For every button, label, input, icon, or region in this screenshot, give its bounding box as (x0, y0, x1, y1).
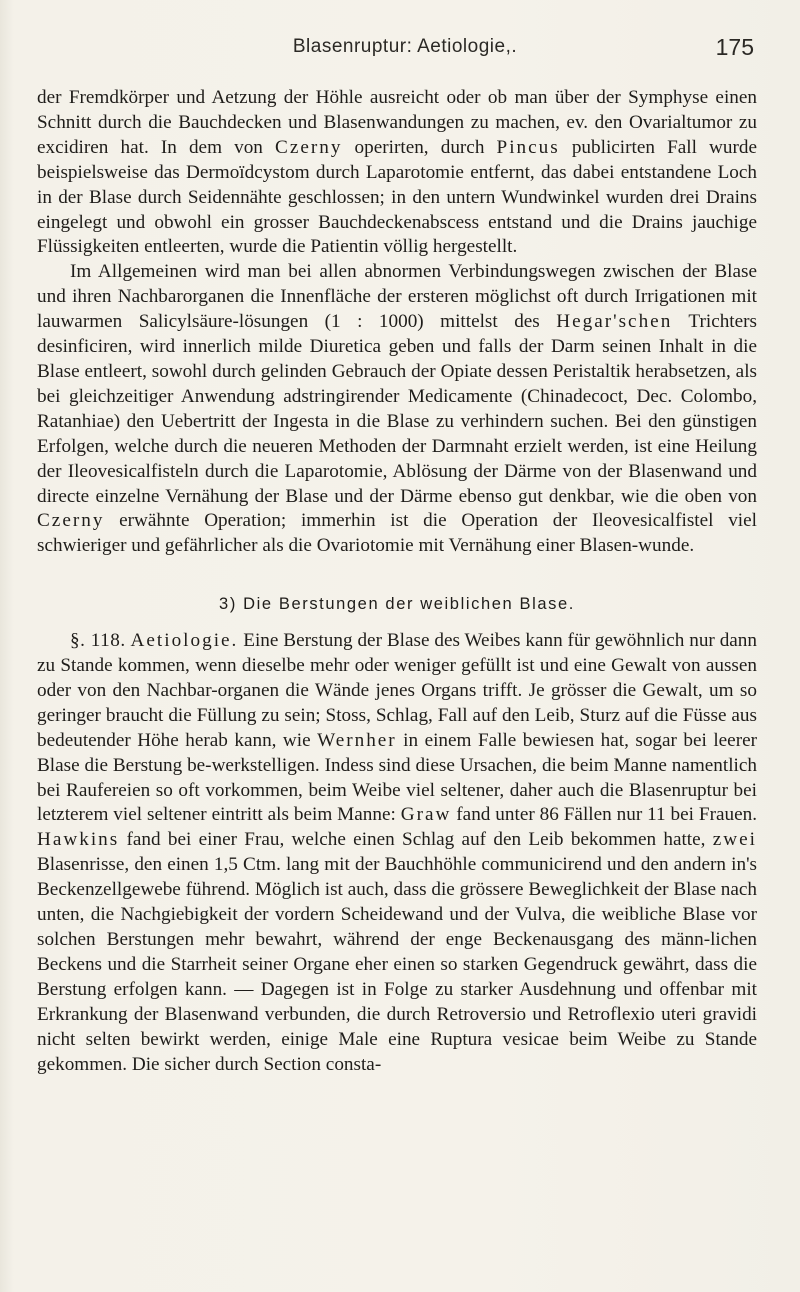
page-number: 175 (715, 34, 754, 60)
author-name: Czerny (275, 136, 343, 158)
page-header (56, 36, 754, 66)
paragraph-1 (37, 86, 757, 260)
text-run: erwähnte Operation; immerhin ist die Operation der Ileovesicalfistel viel schwieriger und gefährlicher als die Ovariotomie mit Vernähung einer Blasen-wunde. (37, 510, 757, 557)
text-run: Eine Berstung der Blase des Weibes kann für gewöhnlich nur dann zu Stande kommen, wenn dieselbe mehr oder weniger gefüllt ist und eine Gewalt von aussen oder von den Nachbar-organen die Wände jenes Organs trifft. Je grösser die Gewalt, um so geringer braucht die Füllung zu sein; Stoss, Schlag, Fall auf den Leib, Sturz auf die Füsse aus bedeutender Höhe herab kann, wie (37, 630, 757, 751)
author-name: Hegar'schen (556, 311, 673, 333)
running-title: Blasenruptur: Aetiologie,. (292, 36, 518, 57)
author-name: Wernher (317, 729, 397, 751)
author-name: Graw (400, 804, 452, 826)
emphasis: zwei (712, 829, 757, 851)
body-text (37, 86, 757, 1077)
paragraph-number: §. 118. (70, 630, 126, 652)
section-heading: 3) Die Berstungen der weiblichen Blase. (219, 595, 575, 614)
paragraph-2 (37, 260, 757, 559)
text-run: fand unter 86 Fällen nur 11 bei Frauen. (451, 804, 757, 826)
text-run: operirten, durch (342, 136, 497, 158)
text-run: der Fremdkörper und Aetzung der Höhle ausreicht oder ob man über der Symphyse einen Schnitt durch die Bauchdecken und Blasenwandungen zu machen, ev. den Ovarialtumor zu excidiren hat. In dem von (37, 87, 757, 158)
author-name: Hawkins (37, 829, 120, 851)
text-run: Trichters desinficiren, wird innerlich milde Diuretica geben und falls der Darm seinen Inhalt in die Blase entleert, sowohl durch gelinden Gebrauch der Opiate dessen Peristaltik herabsetzen, als bei gleichzeitiger Anwendung adstringirender Medicamente (Chinadecoct, Dec. Colombo, Ratanhiae) den Uebertritt der Ingesta in die Blase zu verhindern suchen. Bei den günstigen Erfolgen, welche durch die neueren Methoden der Darmnaht erzielt werden, ist eine Heilung der Ileovesicalfisteln durch die Laparotomie, Ablösung der Därme von der Blasenwand und directe einzelne Vernähung der Blase und der Därme ebenso gut denkbar, wie die oben von (37, 311, 758, 507)
text-run: publicirten Fall wurde beispielsweise das Dermoïdcystom durch Laparotomie entfernt, das dabei entstandene Loch in der Blase durch Seidennähte geschlossen; in den untern Wundwinkel wurden drei Drains eingelegt und obwohl ein grosser Bauchdeckenabscess entstand und die Drains jauchige Flüssigkeiten entleerten, wurde die Patientin völlig hergestellt. (37, 136, 757, 258)
text-run: Blasenrisse, den einen 1,5 Ctm. lang mit der Bauchhöhle communicirend und den andern in's Beckenzellgewebe führend. Möglich ist auch, dass die grössere Beweglichkeit der Blase nach unten, die Nachgiebigkeit der vordern Scheidewand und der Vulva, die weibliche Blase vor solchen Berstungen mehr bewahrt, während der enge Beckenausgang des männ-lichen Beckens und die Starrheit seiner Organe eher einen so starken Gegendruck gewährt, dass die Berstung erfolgen kann. — Dagegen ist in Folge zu starker Ausdehnung und offenbar mit Erkrankung der Blasenwand verbunden, die durch Retroversio und Retroflexio uteri gravidi nicht selten bewirkt werden, einige Male eine Ruptura vesicae beim Weibe zu Stande gekommen. Die sicher durch Section consta- (37, 854, 757, 1075)
text-run: in einem Falle bewiesen hat, sogar bei leerer Blase die Berstung be-werkstelligen. Indess sind diese Ursachen, die beim Manne namentlich bei Raufereien so oft vorkommen, beim Weibe viel seltener, daher auch die Blasenruptur bei letzterem viel seltener eintritt als beim Manne: (37, 729, 757, 826)
text-run: Im Allgemeinen wird man bei allen abnormen Verbindungswegen zwischen der Blase und ihren Nachbarorganen die Innenfläche der ersteren möglichst oft durch Irrigationen mit lauwarmen Salicylsäure-lösungen (1 : 1000) mittelst des (37, 261, 757, 333)
paragraph-3 (37, 629, 757, 1077)
author-name: Pincus (496, 136, 560, 158)
text-run: fand bei einer Frau, welche einen Schlag auf den Leib bekommen hatte, (119, 829, 713, 851)
paragraph-title: Aetiologie. (130, 630, 239, 652)
author-name: Czerny (37, 510, 105, 532)
